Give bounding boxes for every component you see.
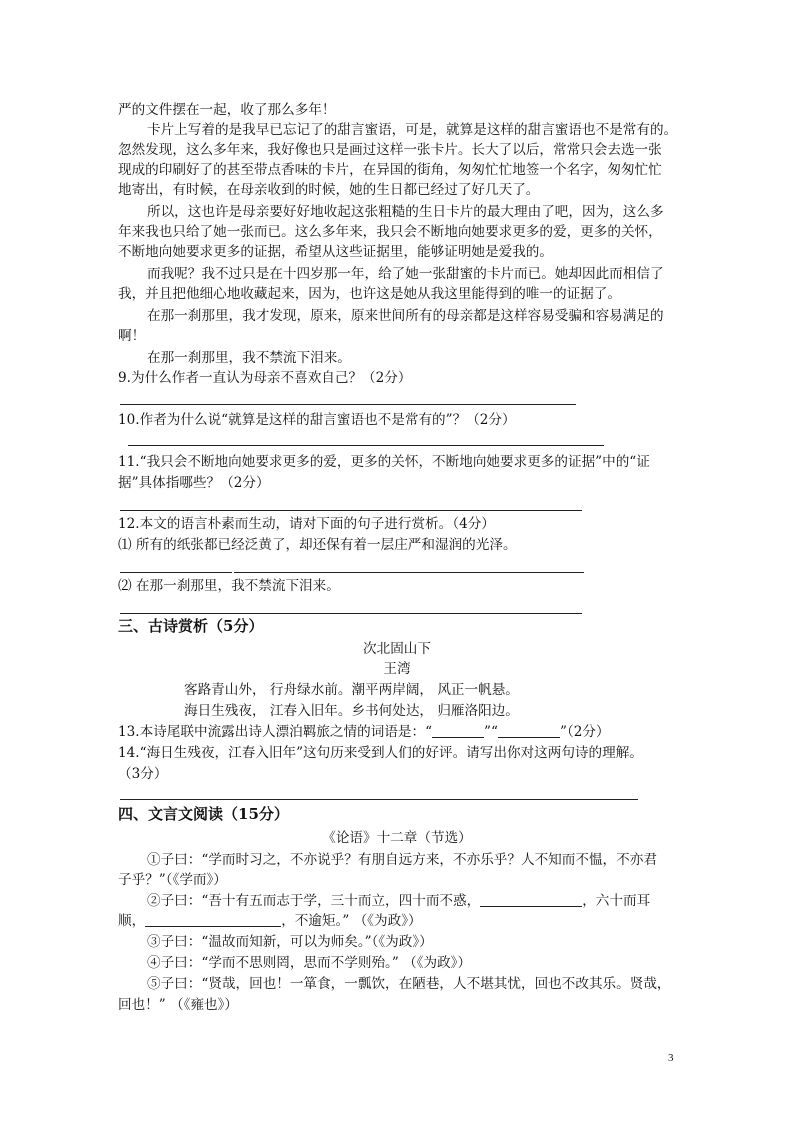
question-12-sentence-2: ⑵ 在那一刹那里，我不禁流下泪来。 [118, 578, 340, 594]
question-13-text: 13.本诗尾联中流露出诗人漂泊羁旅之情的词语是：“ [118, 724, 433, 740]
passage-line: 在那一刹那里，我才发现，原来，原来世间所有的母亲都是这样容易受骗和容易满足的 [147, 308, 664, 324]
poem-title: 次北固山下 [363, 641, 431, 657]
classical-text-title: 《论语》十二章（节选） [322, 830, 472, 846]
question-11-cont: 据”具体指哪些？（2分） [118, 475, 270, 491]
poem-author: 王湾 [383, 661, 411, 677]
analects-item-2 [147, 891, 650, 911]
question-13-end: ”（2分） [559, 724, 610, 740]
poem-line-2: 海日生残夜， 江春入旧年。乡书何处达， 归雁洛阳边。 [184, 703, 519, 719]
passage-line: 卡片上写着的是我早已忘记了的甜言蜜语，可是，就算是这样的甜言蜜语也不是常有的。 [147, 122, 678, 138]
answer-line-q14[interactable] [120, 799, 638, 800]
passage-line: 严的文件摆在一起，收了那么多年！ [118, 102, 336, 118]
page-number: 3 [668, 1052, 674, 1064]
analects-item-1: ①子曰：“学而时习之，不亦说乎？有朋自远方来，不亦乐乎？人不知而不愠，不亦君 [147, 852, 657, 868]
answer-line-q12-2[interactable] [120, 613, 582, 614]
analects-item-5-cont: 回也！” （《雍也》） [118, 997, 239, 1013]
passage-line: 我，并且把他细心地收藏起来，因为，也许这是她从我这里能得到的唯一的证据了。 [118, 286, 621, 302]
question-12-sentence-1: ⑴ 所有的纸张都已经泛黄了，却还保有着一层庄严和湿润的光泽。 [118, 537, 517, 553]
analects-item-2-text-c: 顺， [118, 913, 146, 929]
answer-line-q10[interactable] [128, 445, 604, 446]
passage-line: 地寄出，有时候，在母亲收到的时候，她的生日都已经过了好几天了。 [118, 182, 540, 198]
answer-line-q12-1b[interactable] [234, 572, 584, 573]
analects-item-2-text-b: ，六十而耳 [582, 893, 651, 909]
passage-line: 现成的印刷好了的甚至带点香味的卡片，在异国的街角，匆匆忙忙地签一个名字，匆匆忙忙 [118, 162, 662, 178]
analects-item-3: ③子曰：“温故而知新，可以为师矣。”（《为政》） [147, 934, 433, 950]
question-14: 14.“海日生残夜，江春入旧年”这句历来受到人们的好评。请写出你对这两句诗的理解。 [118, 745, 643, 761]
blank-analects-2[interactable] [145, 912, 281, 927]
question-13 [118, 722, 610, 742]
poem-line-1: 客路青山外， 行舟绿水前。潮平两岸阔， 风正一帆悬。 [184, 682, 519, 698]
question-11: 11.“我只会不断地向她要求更多的爱，更多的关怀，不断地向她要求更多的证据”中的“证 [118, 454, 650, 470]
question-14-cont: （3分） [118, 766, 168, 782]
blank-q13-1[interactable] [432, 723, 484, 738]
blank-analects-1[interactable] [480, 892, 582, 907]
analects-item-1-cont: 子乎？”（《学而》） [118, 872, 227, 888]
question-13-sep: ”“ [484, 724, 498, 740]
blank-q13-2[interactable] [498, 723, 560, 738]
answer-line-q12-1a[interactable] [120, 572, 232, 573]
analects-item-2-text-d: ，不逾矩。” （《为政》） [281, 913, 422, 929]
passage-line: 忽然发现，这么多年来，我好像也只是画过这样一张卡片。长大了以后，常常只会去选一张 [118, 142, 662, 158]
analects-item-2-cont [118, 911, 422, 931]
passage-line: 而我呢？我不过只是在十四岁那一年，给了她一张甜蜜的卡片而已。她却因此而相信了 [147, 266, 664, 282]
passage-line: 不断地向她要求更多的证据，希望从这些证据里，能够证明她是爱我的。 [118, 244, 553, 260]
section-4-heading: 四、文言文阅读（15分） [118, 805, 289, 823]
question-9: 9.为什么作者一直认为母亲不喜欢自己？（2分） [118, 370, 412, 386]
passage-line: 所以，这也许是母亲要好好地收起这张粗糙的生日卡片的最大理由了吧，因为，这么多 [147, 204, 664, 220]
passage-line: 年来我也只给了她一张而已。这么多年来，我只会不断地向她要求更多的爱，更多的关怀， [118, 224, 662, 240]
analects-item-2-text: ②子曰：“吾十有五而志于学，三十而立，四十而不惑， [147, 893, 481, 909]
question-10: 10.作者为什么说“就算是这样的甜言蜜语也不是常有的”？（2分） [118, 412, 516, 428]
passage-line: 啊！ [118, 328, 146, 344]
answer-line-q9[interactable] [120, 404, 576, 405]
question-12: 12.本文的语言朴素而生动，请对下面的句子进行赏析。（4分） [118, 516, 495, 532]
passage-line: 在那一刹那里，我不禁流下泪来。 [147, 350, 351, 366]
analects-item-4: ④子曰：“学而不思则罔，思而不学则殆。” （《为政》） [147, 955, 472, 971]
analects-item-5: ⑤子曰：“贤哉，回也！一箪食，一瓢饮，在陋巷，人不堪其忧，回也不改其乐。贤哉， [147, 976, 671, 992]
answer-line-q11[interactable] [120, 510, 582, 511]
section-3-heading: 三、古诗赏析（5分） [118, 617, 264, 635]
